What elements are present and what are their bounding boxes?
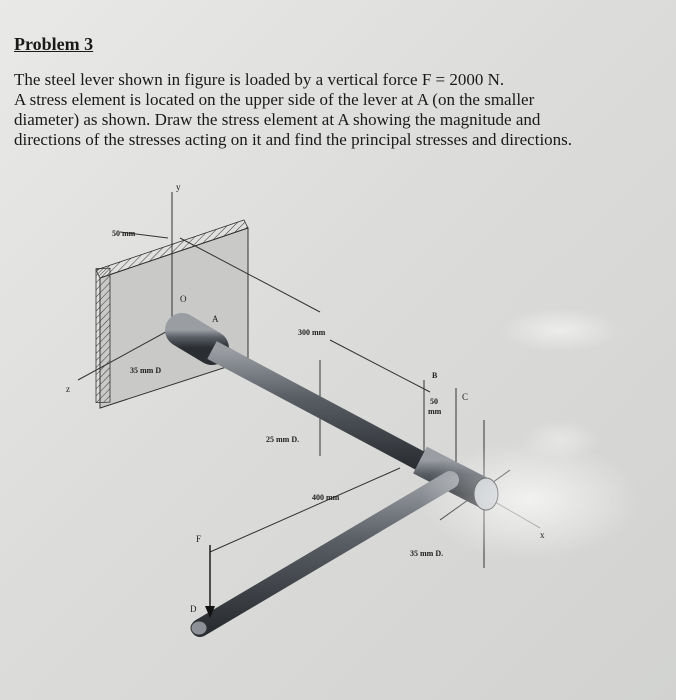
label-a: A — [212, 314, 219, 324]
label-f: F — [196, 534, 202, 544]
label-d: D — [190, 604, 197, 614]
dim-line-300b — [330, 340, 430, 392]
label-c: C — [462, 392, 469, 402]
dim-35mm-end: 35 mm D. — [410, 549, 444, 558]
label-x: x — [540, 530, 545, 540]
statement-line: A stress element is located on the upper side of the lever at A (on the smaller — [14, 90, 535, 109]
statement-line: diameter) as shown. Draw the stress element at A showing the magnitude and — [14, 110, 541, 129]
dim-50mm: 50 mm — [112, 229, 136, 238]
dim-400mm: 400 mm — [312, 493, 340, 502]
dim-line-400 — [210, 468, 400, 552]
dim-300mm: 300 mm — [298, 328, 326, 337]
label-z: z — [66, 384, 70, 394]
statement-line: The steel lever shown in figure is loaded by a vertical force F = 2000 N. — [14, 70, 505, 89]
dim-25mm: 25 mm D. — [266, 435, 300, 444]
label-o: O — [180, 294, 187, 304]
statement-line: directions of the stresses acting on it and find the principal stresses and directions. — [14, 130, 573, 149]
small-diameter-section — [212, 350, 430, 466]
dim-50-shoulder-unit: mm — [428, 407, 442, 416]
label-y: y — [176, 182, 181, 192]
label-b: B — [432, 371, 438, 380]
dim-35mm-wall: 35 mm D — [130, 366, 162, 375]
problem-title: Problem 3 — [14, 34, 94, 54]
force-arrow — [205, 545, 215, 618]
arm-end — [191, 621, 207, 635]
large-diameter-section — [182, 330, 212, 348]
photo-glare — [420, 308, 640, 560]
dim-50-shoulder: 50 — [430, 397, 438, 406]
